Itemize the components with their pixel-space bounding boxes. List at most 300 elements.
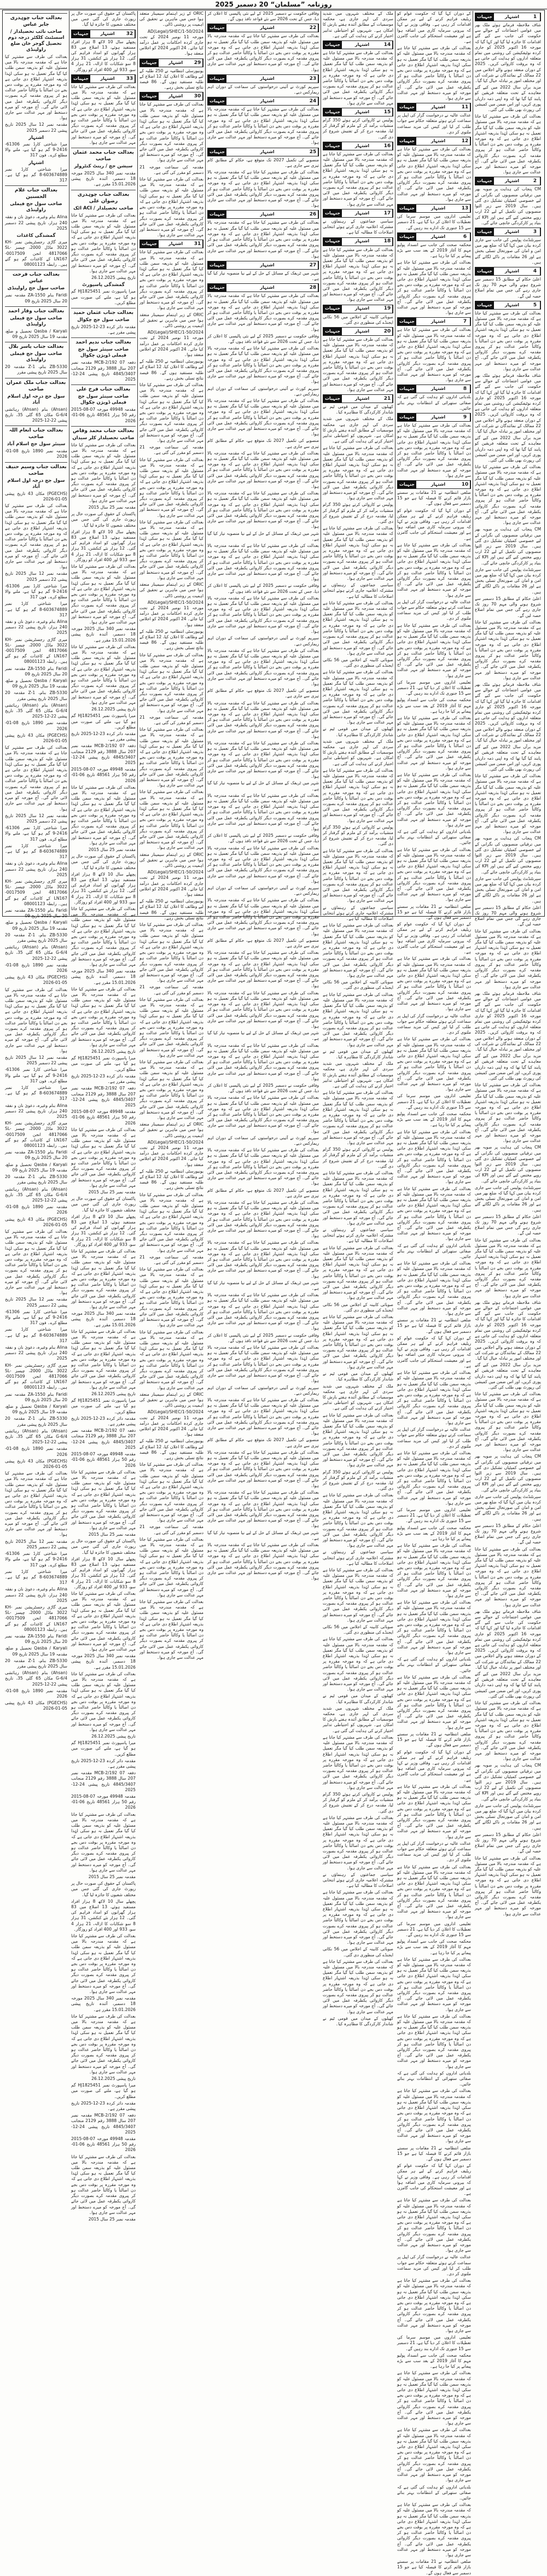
notice-number: 7 bbox=[460, 318, 470, 325]
notice-number: 25 bbox=[308, 148, 318, 156]
body-text: بعدالت کی طرف سے مشتہر کیا جاتا ہے کہ مقدمہ مندرجہ بالا میں مسئول علیہ کو بذریعہ سمن طلب کیا گیا مگر تعمیل نہ ہو سکی لہٰذا بذریعہ اشتہار اطلاع دی جاتی ہے کہ وہ مورخہ مقررہ پر بوقت دس بجے دن اصالتاً یا وکالتاً حاضر عدالت ہو کر پیروی مقدمہ کرے بصورت دیگر کاروائی یکطرفہ عمل میں لائی جائے گی۔ آج مورخہ کو میرے دستخط اور مہر عدالت سے جاری ہوا۔ bbox=[475, 1237, 541, 1298]
article-paragraph: Faridi بنام ZA-1550 مقدمہ نمبر 20 سال 2025 تاریخ 09 bbox=[5, 1391, 67, 1402]
article-paragraph: پاکستان کے حقوق کی صورت حال پر رپورٹ جاری کی گئی جس میں مختلف شعبوں کا جائزہ لیا گیا۔ bbox=[71, 511, 136, 528]
body-text: بعدالت کی طرف سے مشتہر کیا جاتا ہے کہ مقدمہ مندرجہ بالا میں مسئول علیہ کو بذریعہ سمن طلب کیا گیا مگر تعمیل نہ ہو سکی لہٰذا بذریعہ اشتہار اطلاع دی جاتی ہے کہ وہ مورخہ مقررہ پر بوقت دس بجے دن اصالتاً یا وکالتاً حاضر عدالت ہو کر پیروی مقدمہ کرے بصورت دیگر کاروائی یکطرفہ عمل میں لائی جائے گی۔ آج مورخہ کو میرے دستخط اور مہر عدالت سے جاری ہوا۔ bbox=[397, 956, 471, 1012]
court-notice-header bbox=[5, 426, 67, 447]
court-title: بعدالت جناب محمد وقاص bbox=[71, 426, 136, 434]
notice-number: 11 bbox=[460, 103, 470, 111]
article-paragraph: CM پنجاب کی ہدایت پر صوبہ بھر میں ترقیاتی منصوبوں کی نگرانی کے لیے خصوصی کمیٹیاں تشکیل دی گئی ہیں۔ سال 2019 سے زیر التوا منصوبوں کی تکمیل کے لیے 22 ارب روپے مختص کیے گئے ہیں اور KPI کی بنیاد پر کارکردگی جانچی جائے گی۔ bbox=[475, 1145, 542, 1184]
article-paragraph: مزید برآں سال 2022 میں کیے گئے معاہدے کے تحت متعلقہ فریقین کو پابند کیا گیا تھا کہ وہ اپنی ذمہ داریاں پوری کریں، اور اس ضمن میں کمیشن کی رپورٹ بھی طلب کی گئی۔ bbox=[475, 1053, 541, 1081]
court-subtitle: سینئر سول جج اسلام آباد bbox=[7, 441, 66, 447]
notice-header bbox=[207, 74, 319, 83]
body-text: بعدالت کی طرف سے مشتہر کیا جاتا ہے کہ مقدمہ مندرجہ بالا میں مسئول علیہ کو بذریعہ سمن طلب کیا گیا مگر تعمیل نہ ہو سکی لہٰذا بذریعہ اشتہار اطلاع دی جاتی ہے کہ وہ مورخہ مقررہ پر بوقت دس بجے دن اصالتاً یا وکالتاً حاضر عدالت ہو کر پیروی مقدمہ کرے بصورت دیگر کاروائی یکطرفہ عمل میں لائی جائے گی۔ آج مورخہ کو میرے دستخط اور مہر عدالت سے جاری ہوا۔ bbox=[475, 928, 541, 989]
notice-header bbox=[323, 142, 393, 150]
article-paragraph: ضلعی انتظامیہ نے 21 مقامات پر سستے بازار قائم کرنے کا فیصلہ کیا ہے جو 15 دسمبر سے فعال ہوں گے۔ bbox=[397, 2559, 471, 2575]
body-text: بعدالت کی طرف سے مشتہر کیا جاتا ہے کہ مقدمہ مندرجہ بالا میں مسئول علیہ کو بذریعہ سمن طلب کیا گیا مگر تعمیل نہ ہو سکی لہٰذا بذریعہ اشتہار اطلاع دی جاتی ہے کہ وہ مورخہ مقررہ پر بوقت دس بجے دن اصالتاً یا وکالتاً حاضر عدالت ہو کر پیروی مقدمہ کرے بصورت دیگر کاروائی یکطرفہ عمل میں لائی جائے گی۔ آج مورخہ کو میرے دستخط اور مہر عدالت سے جاری ہوا۔ bbox=[5, 503, 67, 570]
court-subtitle: سول جج درجہ اول اسلام آباد bbox=[7, 393, 65, 405]
article-paragraph: کھیلوں کے میدان میں قومی ٹیم نے شاندار کارکردگی کا مظاہرہ کیا۔ bbox=[323, 1371, 393, 1382]
article-paragraph: میری گاڑی رجسٹریشن نمبر KH-3022 ماڈل 2000، چیسز SL-4817066 انجن 0017509-LN167 کے کاغذات گم ہو گئے ہیں۔ رابطہ 08001123 bbox=[5, 637, 68, 665]
article-paragraph: صوبائی کابینہ کے اجلاس میں 56 نکاتی ایجنڈے کی منظوری دی گئی۔ bbox=[323, 1946, 393, 1957]
article-paragraph: عدالت عالیہ نے درخواست گزار کی اپیل پر سماعت کرتے ہوئے متعلقہ حکام سے جواب طلب کر لیا اور کیس کی مزید سماعت ملتوی کر دی۔ bbox=[397, 113, 471, 135]
body-text: بعدالت کی طرف سے مشتہر کیا جاتا ہے کہ مقدمہ مندرجہ بالا میں مسئول علیہ کو بذریعہ سمن طلب کیا گیا مگر تعمیل نہ ہو سکی لہٰذا بذریعہ اشتہار اطلاع دی جاتی ہے کہ وہ مورخہ مقررہ پر بوقت دس بجے دن اصالتاً یا وکالتاً حاضر عدالت ہو کر پیروی مقدمہ کرے بصورت دیگر کاروائی یکطرفہ عمل میں لائی جائے گی۔ آج مورخہ کو میرے دستخط اور مہر عدالت سے جاری ہوا۔ bbox=[475, 773, 541, 835]
article-paragraph: پولیس نے کاروائی کرتے ہوئے 350 گرام منشیات برآمد کر کے ملزم کو گرفتار کر لیا، مقدمہ درج کر کے تفتیش شروع کر دی گئی۔ bbox=[323, 118, 394, 139]
notice-number: 12 bbox=[460, 137, 470, 145]
article-paragraph: پچھلے سال 10 لاکھ 8 ہزار افراد مستفید ہوئے، 13 اضلاع میں 83 ہزار گھرانوں کو امداد فراہم کی گئی۔ 12 ہزار نئے کنکشن، 31 ہزار 8 سو شکایات کا ازالہ، 21 ہزار 4 سو، 933 اور 400 افراد کو روزگار۔ bbox=[71, 1898, 136, 1932]
article-paragraph: سپریم کورٹ نے آئینی درخواستوں کی سماعت کے دوران اہم ریمارکس دیے۔ bbox=[207, 636, 319, 646]
article-paragraph: میرا شناختی کارڈ نمبر 603674889-8 گم ہو گیا ہے۔ 317 bbox=[5, 1569, 67, 1586]
body-text: بعدالت کی طرف سے مشتہر کیا جاتا ہے کہ مقدمہ مندرجہ بالا میں مسئول علیہ کو بذریعہ سمن طلب کیا گیا مگر تعمیل نہ ہو سکی لہٰذا بذریعہ اشتہار اطلاع دی جاتی ہے کہ وہ مورخہ مقررہ پر بوقت دس بجے دن اصالتاً یا وکالتاً حاضر عدالت ہو کر پیروی مقدمہ کرے بصورت دیگر کاروائی یکطرفہ عمل میں لائی جائے گی۔ آج مورخہ کو میرے دستخط اور مہر عدالت سے جاری ہوا۔ bbox=[71, 2013, 136, 2074]
article-paragraph: (PGECHS) مکان 43 تاریخ پیشی 05-01-2026 bbox=[5, 1700, 67, 1711]
body-text: بعدالت کی طرف سے مشتہر کیا جاتا ہے کہ مقدمہ مندرجہ بالا میں مسئول علیہ کو بذریعہ سمن طلب کیا گیا مگر تعمیل نہ ہو سکی لہٰذا بذریعہ اشتہار اطلاع دی جاتی ہے کہ وہ مورخہ مقررہ پر بوقت دس بجے دن اصالتاً یا وکالتاً حاضر عدالت ہو کر پیروی مقدمہ کرے بصورت دیگر کاروائی یکطرفہ عمل میں لائی جائے گی۔ آج مورخہ کو میرے دستخط اور مہر عدالت سے جاری ہوا۔ bbox=[139, 519, 203, 580]
notice-label: اشتہار bbox=[494, 228, 530, 236]
notice-tag: جنہیات bbox=[398, 233, 416, 241]
article-paragraph: عدالت عالیہ نے درخواست گزار کی اپیل پر سماعت کرتے ہوئے متعلقہ حکام سے جواب طلب کر لیا اور کیس کی مزید سماعت ملتوی کر دی۔ bbox=[397, 1840, 471, 1863]
notice-number: 21 bbox=[382, 395, 393, 403]
court-title: بعدالت جناب چوہدری رضوان علی bbox=[71, 190, 136, 205]
court-notice-header bbox=[71, 426, 136, 441]
article-paragraph: AD(Legal)/SHEC/1-50/2024 مورخہ 11 نومبر 2024 کے تحت جاری کردہ احکامات پر عمل درآمد کیا جائے۔ 24 اکتوبر 2024 کو اجلاس منعقد ہوا۔ bbox=[139, 599, 203, 627]
body-text: بعدالت کی طرف سے مشتہر کیا جاتا ہے کہ مقدمہ مندرجہ بالا میں مسئول علیہ کو بذریعہ سمن طلب کیا گیا مگر تعمیل نہ ہو سکی لہٰذا بذریعہ اشتہار اطلاع دی جاتی ہے کہ وہ مورخہ مقررہ پر بوقت دس بجے دن اصالتاً یا وکالتاً حاضر عدالت ہو کر پیروی مقدمہ کرے بصورت دیگر کاروائی یکطرفہ عمل میں لائی جائے گی۔ آج مورخہ کو میرے دستخط اور مہر عدالت سے جاری ہوا۔ bbox=[323, 1090, 393, 1145]
article-paragraph: مقدمہ 49948 مورخہ 07-08-2015 رقم 50 ہزار 48561 تاریخ 06-01-2026 bbox=[71, 1794, 136, 1810]
notice-header bbox=[397, 413, 471, 422]
notice-header bbox=[397, 317, 471, 326]
notice-tag: جنہیات bbox=[475, 177, 494, 185]
notice-heading: اشتہار bbox=[28, 160, 44, 166]
court-title: بعدالت جناب عثمان حمید bbox=[71, 308, 136, 316]
article-paragraph: مزید برآں سال 2022 میں کیے گئے معاہدے کے تحت متعلقہ فریقین کو پابند کیا گیا تھا کہ وہ اپنی ذمہ داریاں پوری کریں، اور اس ضمن میں کمیشن کی رپورٹ بھی طلب کی گئی۔ bbox=[475, 744, 541, 772]
article-paragraph: پچھلے سال 10 لاکھ 8 ہزار افراد مستفید ہوئے، 13 اضلاع میں 83 ہزار گھرانوں کو امداد فراہم کی گئی۔ 12 ہزار نئے کنکشن، 31 ہزار 8 سو شکایات کا ازالہ، 21 ہزار 4 سو، 933 اور 400 افراد کو روزگار۔ bbox=[71, 39, 136, 72]
body-text: بعدالت کی طرف سے مشتہر کیا جاتا ہے کہ مقدمہ مندرجہ بالا میں مسئول علیہ کو بذریعہ سمن طلب کیا گیا مگر تعمیل نہ ہو سکی لہٰذا بذریعہ اشتہار اطلاع دی جاتی ہے کہ وہ مورخہ مقررہ پر بوقت دس بجے دن اصالتاً یا وکالتاً حاضر عدالت ہو کر پیروی مقدمہ کرے بصورت دیگر کاروائی یکطرفہ عمل میں لائی جائے گی۔ آج مورخہ کو میرے دستخط اور مہر عدالت سے جاری ہوا۔ bbox=[207, 648, 319, 686]
court-notice-header bbox=[71, 337, 136, 359]
article-paragraph: (Ahsan) بنام (Ahsan) رہائشی G-6/4 مکان 65 گلی 35، تاریخ پیشی 22-12-2025 bbox=[5, 1428, 67, 1445]
article-paragraph: بلدیاتی اداروں کو ہدایت کی گئی ہے کہ صفائی ستھرائی کے انتظامات بہتر بنائے جائیں۔ bbox=[397, 2070, 471, 2087]
article-paragraph: شاف ملاحظہ فرماتے ہوئے ملک بھر میں عوامی اجتماعات کے حوالے سے حکومت کی جانب سے کیے گئے اقدامات کا جائزہ لیا گیا اور کہا گیا کہ مورخہ 16 اکتوبر 2025 کو جاری کردہ نوٹیفکیشن کی روشنی میں تمام متعلقہ اداروں کو ہدایت کی جاتی ہے کہ وہ بروقت کاروائی کریں۔ 2025 کے دوران منعقد ہونے والے اجلاس میں 22 ممالک کے نمائندگان نے شرکت کی اور مختلف امور پر تبادلہ خیال کیا گیا۔ bbox=[475, 22, 541, 84]
body-text: بعدالت کی طرف سے مشتہر کیا جاتا ہے کہ مقدمہ مندرجہ بالا میں مسئول علیہ کو بذریعہ سمن طلب کیا گیا مگر تعمیل نہ ہو سکی لہٰذا بذریعہ اشتہار اطلاع دی جاتی ہے کہ وہ مورخہ مقررہ پر بوقت دس بجے دن اصالتاً یا وکالتاً حاضر عدالت ہو کر پیروی مقدمہ کرے بصورت دیگر کاروائی یکطرفہ عمل میں لائی جائے گی۔ آج مورخہ کو میرے دستخط اور مہر عدالت سے جاری ہوا۔ bbox=[397, 1864, 471, 1920]
notice-number: 17 bbox=[382, 209, 393, 217]
article-paragraph: دفعہ 07 MCB-2/192 مقدمہ نمبر 207 سال 3888 رقم 2129 منجانب 4845/3407 تاریخ پیشی 24-12-2025 bbox=[71, 360, 136, 382]
notice-number: 28 bbox=[308, 284, 318, 292]
court-title: بعدالت جناب فرخ علی bbox=[71, 384, 136, 393]
notice-label: اشتہار bbox=[416, 233, 460, 241]
article-paragraph: سپریم کورٹ نے آئینی درخواستوں کی سماعت کے دوران اہم ریمارکس دیے۔ bbox=[207, 885, 319, 896]
article-paragraph: صوبائی کابینہ کے اجلاس میں 56 نکاتی ایجنڈے کی منظوری دی گئی۔ bbox=[323, 980, 393, 990]
column-2 bbox=[395, 11, 473, 2575]
article-paragraph: پاکستان کے حقوق کی صورت حال پر رپورٹ جاری کی گئی جس میں مختلف شعبوں کا جائزہ لیا گیا۔ bbox=[71, 1196, 136, 1213]
article-paragraph: دفعہ 07 MCB-2/192 مقدمہ نمبر 207 سال 3888 رقم 2129 منجانب 4845/3407 تاریخ پیشی 24-12-2025 bbox=[71, 1086, 136, 1108]
body-text: بعدالت کی طرف سے مشتہر کیا جاتا ہے کہ مقدمہ مندرجہ بالا میں مسئول علیہ کو بذریعہ سمن طلب کیا گیا مگر تعمیل نہ ہو سکی لہٰذا بذریعہ اشتہار اطلاع دی جاتی ہے کہ وہ مورخہ مقررہ پر بوقت دس بجے دن اصالتاً یا وکالتاً حاضر عدالت ہو کر پیروی مقدمہ کرے بصورت دیگر کاروائی یکطرفہ عمل میں لائی جائے گی۔ آج مورخہ کو میرے دستخط اور مہر عدالت سے جاری ہوا۔ bbox=[397, 2278, 471, 2334]
body-text: بعدالت کی طرف سے مشتہر کیا جاتا ہے کہ مقدمہ مندرجہ بالا میں مسئول علیہ کو بذریعہ سمن طلب کیا گیا مگر تعمیل نہ ہو سکی لہٰذا بذریعہ اشتہار اطلاع دی جاتی ہے کہ وہ مورخہ مقررہ پر بوقت دس بجے دن اصالتاً یا وکالتاً حاضر عدالت ہو کر پیروی مقدمہ کرے بصورت دیگر کاروائی یکطرفہ عمل میں لائی جائے گی۔ آج مورخہ کو میرے دستخط اور مہر عدالت سے جاری ہوا۔ bbox=[5, 745, 67, 812]
article-paragraph: بلدیاتی اداروں کو ہدایت کی گئی ہے کہ صفائی ستھرائی کے انتظامات بہتر بنائے جائیں۔ bbox=[397, 829, 471, 846]
body-text: بعدالت کی طرف سے مشتہر کیا جاتا ہے کہ مقدمہ مندرجہ بالا میں مسئول علیہ کو بذریعہ سمن طلب کیا گیا مگر تعمیل نہ ہو سکی لہٰذا بذریعہ اشتہار اطلاع دی جاتی ہے کہ وہ مورخہ مقررہ پر بوقت دس بجے دن اصالتاً یا وکالتاً حاضر عدالت ہو کر پیروی مقدمہ کرے بصورت دیگر کاروائی یکطرفہ عمل میں لائی جائے گی۔ آج مورخہ کو میرے دستخط اور مہر عدالت سے جاری ہوا۔ bbox=[207, 897, 319, 936]
body-text: بعدالت کی طرف سے مشتہر کیا جاتا ہے کہ مقدمہ مندرجہ بالا میں مسئول علیہ کو بذریعہ سمن طلب کیا گیا مگر تعمیل نہ ہو سکی لہٰذا بذریعہ اشتہار اطلاع دی جاتی ہے کہ وہ مورخہ مقررہ پر بوقت دس بجے دن اصالتاً یا وکالتاً حاضر عدالت ہو کر پیروی مقدمہ کرے بصورت دیگر کاروائی یکطرفہ عمل میں لائی جائے گی۔ آج مورخہ کو میرے دستخط اور مہر عدالت سے جاری ہوا۔ bbox=[323, 1245, 393, 1301]
article-paragraph: ملک کے مختلف شہروں میں شدید سردی کی لہر جاری ہے، محکمہ موسمیات کے مطابق آئندہ ہفتے بارش کا امکان ہے۔ شہریوں کو احتیاطی تدابیر اختیار کرنے کی ہدایت کی گئی ہے۔ bbox=[323, 1705, 393, 1733]
body-text: بعدالت کی طرف سے مشتہر کیا جاتا ہے کہ مقدمہ مندرجہ بالا میں مسئول علیہ کو بذریعہ سمن طلب کیا گیا مگر تعمیل نہ ہو سکی لہٰذا بذریعہ اشتہار اطلاع دی جاتی ہے کہ وہ مورخہ مقررہ پر بوقت دس بجے دن اصالتاً یا وکالتاً حاضر عدالت ہو کر پیروی مقدمہ کرے بصورت دیگر کاروائی یکطرفہ عمل میں لائی جائے گی۔ آج مورخہ کو میرے دستخط اور مہر عدالت سے جاری ہوا۔ bbox=[397, 1129, 471, 1185]
article-paragraph: ZB-5330 بنام، Z-1 مقدمہ 20 سال 2025 تاریخ پیشی مقرر bbox=[5, 690, 67, 701]
article-paragraph: میرا پاسپورٹ نمبر HJ1825451 گم ہو گیا ہے، ملنے کی صورت میں مطلع کریں۔ bbox=[71, 289, 136, 305]
article-paragraph: شہر میں ٹریفک کے مسائل کے حل کے لیے نیا منصوبہ تیار کیا گیا ہے۔ bbox=[207, 531, 319, 541]
article-paragraph: Qasba / Karyali تحصیل و ضلع، مقدمہ 19 سال 2025 تاریخ 09 bbox=[5, 1404, 67, 1415]
body-text: بعدالت کی طرف سے مشتہر کیا جاتا ہے کہ مقدمہ مندرجہ بالا میں مسئول علیہ کو بذریعہ سمن طلب کیا گیا مگر تعمیل نہ ہو سکی لہٰذا بذریعہ اشتہار اطلاع دی جاتی ہے کہ وہ مورخہ مقررہ پر بوقت دس بجے دن اصالتاً یا وکالتاً حاضر عدالت ہو کر پیروی مقدمہ کرے بصورت دیگر کاروائی یکطرفہ عمل میں لائی جائے گی۔ آج مورخہ کو میرے دستخط اور مہر عدالت سے جاری ہوا۔ bbox=[207, 792, 319, 831]
court-notice-header bbox=[71, 148, 136, 170]
notice-header bbox=[475, 267, 541, 276]
body-text: بعدالت کی طرف سے مشتہر کیا جاتا ہے کہ مقدمہ مندرجہ بالا میں مسئول علیہ کو بذریعہ سمن طلب کیا گیا مگر تعمیل نہ ہو سکی لہٰذا بذریعہ اشتہار اطلاع دی جاتی ہے کہ وہ مورخہ مقررہ پر بوقت دس بجے دن اصالتاً یا وکالتاً حاضر عدالت ہو کر پیروی مقدمہ کرے بصورت دیگر کاروائی یکطرفہ عمل میں لائی جائے گی۔ آج مورخہ کو میرے دستخط اور مہر عدالت سے جاری ہوا۔ bbox=[397, 1186, 471, 1242]
body-text: بعدالت کی طرف سے مشتہر کیا جاتا ہے کہ مقدمہ مندرجہ بالا میں مسئول علیہ کو بذریعہ سمن طلب کیا گیا مگر تعمیل نہ ہو سکی لہٰذا بذریعہ اشتہار اطلاع دی جاتی ہے کہ وہ مورخہ مقررہ پر بوقت دس بجے دن اصالتاً یا وکالتاً حاضر عدالت ہو کر پیروی مقدمہ کرے بصورت دیگر کاروائی یکطرفہ عمل میں لائی جائے گی۔ آج مورخہ کو میرے دستخط اور مہر عدالت سے جاری ہوا۔ bbox=[397, 2427, 471, 2483]
article-paragraph: مقدمہ کی سماعت مورخہ 21 دسمبر کو مقرر کی گئی ہے۔ bbox=[139, 1524, 203, 1535]
notice-number: 19 bbox=[382, 305, 393, 313]
body-text: بعدالت کی طرف سے مشتہر کیا جاتا ہے کہ مقدمہ مندرجہ بالا میں مسئول علیہ کو بذریعہ سمن طلب کیا گیا مگر تعمیل نہ ہو سکی لہٰذا بذریعہ اشتہار اطلاع دی جاتی ہے کہ وہ مورخہ مقررہ پر بوقت دس بجے دن اصالتاً یا وکالتاً حاضر عدالت ہو کر پیروی مقدمہ کرے بصورت دیگر کاروائی یکطرفہ عمل میں لائی جائے گی۔ آج مورخہ کو میرے دستخط اور مہر عدالت سے جاری ہوا۔ bbox=[323, 923, 393, 978]
article-paragraph: محکمہ صحت کی جانب سے انسداد پولیو مہم کا آغاز 2019 کے بعد سب سے بڑے پیمانے پر کیا جا رہا ہے۔ bbox=[397, 1939, 472, 1955]
court-subtitle: صاحب تحصیلدار / ACI اٹک bbox=[73, 205, 133, 211]
article-paragraph: اعلیٰ حکام کے مطابق 15 دسمبر سے شروع ہونے والی مہم 70 روز تک جاری رہے گی جس میں تمام اضلاع حصہ لیں گے۔ bbox=[475, 1523, 541, 1545]
notice-header bbox=[397, 232, 471, 241]
article-paragraph: میرا شناختی کارڈ نمبر 61306-2416-9 گم ہو گیا ہے، ملنے والا مطلع کرے۔ فون 317 bbox=[5, 1309, 67, 1326]
article-paragraph: CM پنجاب کی ہدایت پر صوبہ بھر میں ترقیاتی منصوبوں کی نگرانی کے لیے خصوصی کمیٹیاں تشکیل دی گئی ہیں۔ سال 2019 سے زیر التوا منصوبوں کی تکمیل کے لیے 22 ارب روپے مختص کیے گئے ہیں اور KPI کی بنیاد پر کارکردگی جانچی جائے گی۔ bbox=[475, 836, 542, 875]
body-text: بعدالت کی طرف سے مشتہر کیا جاتا ہے کہ مقدمہ مندرجہ بالا میں مسئول علیہ کو بذریعہ سمن طلب کیا گیا مگر تعمیل نہ ہو سکی لہٰذا بذریعہ اشتہار اطلاع دی جاتی ہے کہ وہ مورخہ مقررہ پر بوقت دس بجے دن اصالتاً یا وکالتاً حاضر عدالت ہو کر پیروی مقدمہ کرے بصورت دیگر کاروائی یکطرفہ عمل میں لائی جائے گی۔ آج مورخہ کو میرے دستخط اور مہر عدالت سے جاری ہوا۔ bbox=[323, 151, 393, 207]
article-paragraph: Qasba / Karyali تحصیل و ضلع، مقدمہ 19 سال 2025 تاریخ 09 bbox=[5, 1646, 67, 1657]
article-paragraph: سیاسی جماعتوں کے رہنماؤں نے مشترکہ اعلامیہ جاری کرتے ہوئے انتخابی اصلاحات کا مطالبہ کیا ہے۔ bbox=[323, 905, 393, 922]
notice-label: اشتہار bbox=[226, 211, 308, 218]
notice-number: 27 bbox=[308, 261, 318, 269]
body-text: بعدالت کی طرف سے مشتہر کیا جاتا ہے کہ مقدمہ مندرجہ بالا میں مسئول علیہ کو بذریعہ سمن طلب کیا گیا مگر تعمیل نہ ہو سکی لہٰذا بذریعہ اشتہار اطلاع دی جاتی ہے کہ وہ مورخہ مقررہ پر بوقت دس بجے دن اصالتاً یا وکالتاً حاضر عدالت ہو کر پیروی مقدمہ کرے بصورت دیگر کاروائی یکطرفہ عمل میں لائی جائے گی۔ آج مورخہ کو میرے دستخط اور مہر عدالت سے جاری ہوا۔ bbox=[207, 1042, 319, 1081]
notice-tag: جنہیات bbox=[208, 75, 226, 83]
article-paragraph: مقدمہ نمبر 1890 تاریخ 08-01-2026 bbox=[5, 1204, 67, 1215]
article-paragraph: (PGECHS) مکان 43 تاریخ پیشی 05-01-2026 bbox=[5, 491, 67, 502]
notice-tag: جنہیات bbox=[398, 318, 416, 325]
article-paragraph: پاکستان کے حقوق کی صورت حال پر رپورٹ جاری کی گئی جس میں مختلف شعبوں کا جائزہ لیا گیا۔ bbox=[71, 1881, 136, 1897]
article-paragraph: میری گاڑی رجسٹریشن نمبر KH-3022 ماڈل 2000، چیسز SL-4817066 انجن 0017509-LN167 کے کاغذات گم ہو گئے ہیں۔ رابطہ 08001123 bbox=[5, 240, 68, 267]
article-paragraph: سپرنٹنڈنٹ پولیس کی جانب سے جاری کردہ بیان میں کہا گیا کہ ضلع بھر میں امن و امان کی صورتحال تسلی بخش ہے اور 26 مقامات پر ناکے لگائے گئے ہیں۔ bbox=[475, 1185, 542, 1213]
notice-number: 10 bbox=[460, 481, 470, 488]
body-text: بعدالت کی طرف سے مشتہر کیا جاتا ہے کہ مقدمہ مندرجہ بالا میں مسئول علیہ کو بذریعہ سمن طلب کیا گیا مگر تعمیل نہ ہو سکی لہٰذا بذریعہ اشتہار اطلاع دی جاتی ہے کہ وہ مورخہ مقررہ پر بوقت دس بجے دن اصالتاً یا وکالتاً حاضر عدالت ہو کر پیروی مقدمہ کرے بصورت دیگر کاروائی یکطرفہ عمل میں لائی جائے گی۔ آج مورخہ کو میرے دستخط اور مہر عدالت سے جاری ہوا۔ bbox=[71, 212, 136, 273]
article-paragraph: میرا پاسپورٹ نمبر HJ1825451 گم ہو گیا ہے، ملنے کی صورت میں مطلع کریں۔ bbox=[71, 2083, 136, 2099]
article-paragraph: میرا شناختی کارڈ نمبر 61306-2416-9 گم ہو گیا ہے، ملنے والا مطلع کرے۔ فون 317 bbox=[5, 1067, 67, 1083]
article-paragraph: میرا شناختی کارڈ نمبر 61306-2416-9 گم ہو گیا ہے، ملنے والا مطلع کرے۔ فون 317 bbox=[5, 825, 67, 842]
article-paragraph: سپریم کورٹ نے آئینی درخواستوں کی سماعت کے دوران اہم ریمارکس دیے۔ bbox=[207, 84, 319, 95]
article-paragraph: (Ahsan) بنام (Ahsan) رہائشی G-6/4 مکان 65 گلی 35، تاریخ پیشی 22-12-2025 bbox=[5, 1670, 67, 1687]
body-text: بعدالت کی طرف سے مشتہر کیا جاتا ہے کہ مقدمہ مندرجہ بالا میں مسئول علیہ کو بذریعہ سمن طلب کیا گیا مگر تعمیل نہ ہو سکی لہٰذا بذریعہ اشتہار اطلاع دی جاتی ہے کہ وہ مورخہ مقررہ پر بوقت دس بجے دن اصالتاً یا وکالتاً حاضر عدالت ہو کر پیروی مقدمہ کرے بصورت دیگر کاروائی یکطرفہ عمل میں لائی جائے گی۔ آج مورخہ کو میرے دستخط اور مہر عدالت سے جاری ہوا۔ bbox=[207, 595, 319, 634]
body-text: بعدالت کی طرف سے مشتہر کیا جاتا ہے کہ مقدمہ مندرجہ بالا میں مسئول علیہ کو بذریعہ سمن طلب کیا گیا مگر تعمیل نہ ہو سکی لہٰذا بذریعہ اشتہار اطلاع دی جاتی ہے کہ وہ مورخہ مقررہ پر بوقت دس بجے دن اصالتاً یا وکالتاً حاضر عدالت ہو کر پیروی مقدمہ کرے بصورت دیگر کاروائی یکطرفہ عمل میں لائی جائے گی۔ آج مورخہ کو میرے دستخط اور مہر عدالت سے جاری ہوا۔ bbox=[323, 445, 393, 501]
notice-label: اشتہار bbox=[226, 24, 308, 32]
article-paragraph: Faridi بنام ZA-1550 مقدمہ نمبر 20 سال 2025 تاریخ 09 bbox=[5, 907, 67, 919]
notice-header bbox=[397, 384, 471, 393]
article-paragraph: CM پنجاب کی ہدایت پر صوبہ بھر میں ترقیاتی منصوبوں کی نگرانی کے لیے خصوصی کمیٹیاں تشکیل دی گئی ہیں۔ سال 2019 سے زیر التوا منصوبوں کی تکمیل کے لیے 22 ارب روپے مختص کیے گئے ہیں اور KPI کی بنیاد پر کارکردگی جانچی جائے گی۔ bbox=[475, 1763, 542, 1802]
article-paragraph: مقدمہ دائر کردہ 23-12-2025 تاریخ پیشی مقرر ہے۔ bbox=[71, 731, 136, 742]
article-paragraph: کے دوران کہا گیا کہ حکومت عوام کو ریلیف فراہم کرنے کے لیے ہر ممکن اقدامات کر رہی ہے۔ وفاقی وزیر نے کہا کہ بیرونی سرمایہ کاری میں اضافہ ہوا ہے اور معیشت استحکام کی جانب گامزن ہے۔ bbox=[397, 11, 471, 44]
article-paragraph: مقدمہ دائر کردہ 23-12-2025 تاریخ پیشی مقرر ہے۔ bbox=[71, 1073, 136, 1085]
article-paragraph: ORIC کے زیر اہتمام سیمینار منعقد ہوا جس میں ماہرین نے تحقیق کی اہمیت پر روشنی ڈالی۔ bbox=[139, 312, 203, 328]
article-paragraph: شاف ملاحظہ فرماتے ہوئے ملک بھر میں عوامی اجتماعات کے حوالے سے حکومت کی جانب سے کیے گئے اقدامات کا جائزہ لیا گیا اور کہا گیا کہ مورخہ 16 اکتوبر 2025 کو جاری کردہ نوٹیفکیشن کی روشنی میں تمام متعلقہ اداروں کو ہدایت کی جاتی ہے کہ وہ بروقت کاروائی کریں۔ 2025 کے دوران منعقد ہونے والے اجلاس میں 22 ممالک کے نمائندگان نے شرکت کی اور مختلف امور پر تبادلہ خیال کیا گیا۔ bbox=[475, 1299, 541, 1361]
article-paragraph: وفاقی حکومت نے دسمبر 2025 کے لیے نئی پالیسی کا اعلان کر دیا، جس کے تحت 2026 سے نئے قواعد نافذ ہوں گے۔ bbox=[207, 1082, 319, 1094]
notice-heading: گمشدگی پاسپورٹ bbox=[82, 282, 125, 288]
notice-tag: جنہیات bbox=[140, 92, 159, 100]
article-paragraph: میرا شناختی کارڈ نمبر 603674889-8 گم ہو گیا ہے۔ 317 bbox=[5, 1327, 67, 1343]
article-paragraph: Qasba / Karyali تحصیل و ضلع، مقدمہ 19 سال 2025 تاریخ 09 bbox=[5, 920, 67, 931]
article-paragraph: Faridi بنام ZA-1550 مقدمہ نمبر 20 سال 2025 تاریخ 09 bbox=[5, 1633, 67, 1645]
notice-label: اشتہار bbox=[342, 108, 382, 116]
body-text: بعدالت کی طرف سے مشتہر کیا جاتا ہے کہ مقدمہ مندرجہ بالا میں مسئول علیہ کو بذریعہ سمن طلب کیا گیا مگر تعمیل نہ ہو سکی لہٰذا بذریعہ اشتہار اطلاع دی جاتی ہے کہ وہ مورخہ مقررہ پر بوقت دس بجے دن اصالتاً یا وکالتاً حاضر عدالت ہو کر پیروی مقدمہ کرے بصورت دیگر کاروائی یکطرفہ عمل میں لائی جائے گی۔ آج مورخہ کو میرے دستخط اور مہر عدالت سے جاری ہوا۔ bbox=[397, 1600, 471, 1656]
body-text: بعدالت کی طرف سے مشتہر کیا جاتا ہے کہ مقدمہ مندرجہ بالا میں مسئول علیہ کو بذریعہ سمن طلب کیا گیا مگر تعمیل نہ ہو سکی لہٰذا بذریعہ اشتہار اطلاع دی جاتی ہے کہ وہ مورخہ مقررہ پر بوقت دس بجے دن اصالتاً یا وکالتاً حاضر عدالت ہو کر پیروی مقدمہ کرے بصورت دیگر کاروائی یکطرفہ عمل میں لائی جائے گی۔ آج مورخہ کو میرے دستخط اور مہر عدالت سے جاری ہوا۔ bbox=[5, 1228, 67, 1296]
article-paragraph: ملک کے مختلف شہروں میں شدید سردی کی لہر جاری ہے، محکمہ موسمیات کے مطابق آئندہ ہفتے بارش کا امکان ہے۔ شہریوں کو احتیاطی تدابیر اختیار کرنے کی ہدایت کی گئی ہے۔ bbox=[323, 1383, 393, 1411]
article-paragraph: ZB-5330 بنام، Z-1 مقدمہ 20 سال 2025 تاریخ پیشی مقرر bbox=[5, 932, 67, 943]
notice-header bbox=[475, 13, 541, 21]
body-text: بعدالت کی طرف سے مشتہر کیا جاتا ہے کہ مقدمہ مندرجہ بالا میں مسئول علیہ کو بذریعہ سمن طلب کیا گیا مگر تعمیل نہ ہو سکی لہٰذا بذریعہ اشتہار اطلاع دی جاتی ہے کہ وہ مورخہ مقررہ پر بوقت دس بجے دن اصالتاً یا وکالتاً حاضر عدالت ہو کر پیروی مقدمہ کرے بصورت دیگر کاروائی یکطرفہ عمل میں لائی جائے گی۔ آج مورخہ کو میرے دستخط اور مہر عدالت سے جاری ہوا۔ bbox=[139, 652, 203, 713]
body-text: بعدالت کی طرف سے مشتہر کیا جاتا ہے کہ مقدمہ مندرجہ بالا میں مسئول علیہ کو بذریعہ سمن طلب کیا گیا مگر تعمیل نہ ہو سکی لہٰذا بذریعہ اشتہار اطلاع دی جاتی ہے کہ وہ مورخہ مقررہ پر بوقت دس بجے دن اصالتاً یا وکالتاً حاضر عدالت ہو کر پیروی مقدمہ کرے بصورت دیگر کاروائی یکطرفہ عمل میں لائی جائے گی۔ آج مورخہ کو میرے دستخط اور مہر عدالت سے جاری ہوا۔ bbox=[323, 1959, 393, 2014]
court-subtitle: صاحب سینئر سول جج فیملی ڈویژن چکوال bbox=[78, 347, 129, 359]
article-paragraph: تعلیمی اداروں میں موسم سرما کی تعطیلات کا اعلان کر دیا گیا ہے، 21 دسمبر سے 15 جنوری تک ادارے بند رہیں گے۔ bbox=[397, 1507, 471, 1524]
article-paragraph: ملک کے مختلف شہروں میں شدید سردی کی لہر جاری ہے، محکمہ موسمیات کے مطابق آئندہ ہفتے بارش کا امکان ہے۔ شہریوں کو احتیاطی تدابیر اختیار کرنے کی ہدایت کی گئی ہے۔ bbox=[323, 416, 393, 444]
body-text: بعدالت کی طرف سے مشتہر کیا جاتا ہے کہ مقدمہ مندرجہ بالا میں مسئول علیہ کو بذریعہ سمن طلب کیا گیا مگر تعمیل نہ ہو سکی لہٰذا بذریعہ اشتہار اطلاع دی جاتی ہے کہ وہ مورخہ مقررہ پر بوقت دس بجے دن اصالتاً یا وکالتاً حاضر عدالت ہو کر پیروی مقدمہ کرے بصورت دیگر کاروائی یکطرفہ عمل میں لائی جائے گی۔ آج مورخہ کو میرے دستخط اور مہر عدالت سے جاری ہوا۔ bbox=[323, 767, 393, 823]
article-paragraph: Alina بنام وغیرہ، دعویٰ نان و نفقہ 240 ہزار، تاریخ پیشی 22 دسمبر 2025 bbox=[5, 1587, 67, 1603]
notice-number: 20 bbox=[382, 328, 393, 335]
body-text: بعدالت کی طرف سے مشتہر کیا جاتا ہے کہ مقدمہ مندرجہ بالا میں مسئول علیہ کو بذریعہ سمن طلب کیا گیا مگر تعمیل نہ ہو سکی لہٰذا بذریعہ اشتہار اطلاع دی جاتی ہے کہ وہ مورخہ مقررہ پر بوقت دس بجے دن اصالتاً یا وکالتاً حاضر عدالت ہو کر پیروی مقدمہ کرے بصورت دیگر کاروائی یکطرفہ عمل میں لائی جائے گی۔ آج مورخہ کو میرے دستخط اور مہر عدالت سے جاری ہوا۔ bbox=[397, 1674, 471, 1730]
article-paragraph: تعلیمی اداروں میں موسم سرما کی تعطیلات کا اعلان کر دیا گیا ہے، 21 دسمبر سے 15 جنوری تک ادارے بند رہیں گے۔ bbox=[397, 214, 471, 230]
court-notice-header bbox=[5, 270, 67, 292]
body-text: بعدالت کی طرف سے مشتہر کیا جاتا ہے کہ مقدمہ مندرجہ بالا میں مسئول علیہ کو بذریعہ سمن طلب کیا گیا مگر تعمیل نہ ہو سکی لہٰذا بذریعہ اشتہار اطلاع دی جاتی ہے کہ وہ مورخہ مقررہ پر بوقت دس بجے دن اصالتاً یا وکالتاً حاضر عدالت ہو کر پیروی مقدمہ کرے بصورت دیگر کاروائی یکطرفہ عمل میں لائی جائے گی۔ آج مورخہ کو میرے دستخط اور مہر عدالت سے جاری ہوا۔ bbox=[323, 992, 393, 1047]
article-paragraph: Alina بنام وغیرہ، دعویٰ نان و نفقہ 240 ہزار، تاریخ پیشی 22 دسمبر 2025 bbox=[5, 1103, 67, 1120]
article-paragraph: (PGECHS) مکان 43 تاریخ پیشی 05-01-2026 bbox=[5, 1216, 67, 1227]
article-paragraph: میرا پاسپورٹ نمبر HJ1825451 گم ہو گیا ہے، ملنے کی صورت میں مطلع کریں۔ bbox=[71, 1056, 136, 1072]
body-text: بعدالت کی طرف سے مشتہر کیا جاتا ہے کہ مقدمہ مندرجہ بالا میں مسئول علیہ کو بذریعہ سمن طلب کیا گیا مگر تعمیل نہ ہو سکی لہٰذا بذریعہ اشتہار اطلاع دی جاتی ہے کہ وہ مورخہ مقررہ پر بوقت دس بجے دن اصالتاً یا وکالتاً حاضر عدالت ہو کر پیروی مقدمہ کرے بصورت دیگر کاروائی یکطرفہ عمل میں لائی جائے گی۔ آج مورخہ کو میرے دستخط اور مہر عدالت سے جاری ہوا۔ bbox=[5, 987, 67, 1053]
article-paragraph: CM پنجاب کی ہدایت پر صوبہ بھر میں ترقیاتی منصوبوں کی نگرانی کے لیے خصوصی کمیٹیاں تشکیل دی گئی ہیں۔ سال 2019 سے زیر التوا منصوبوں کی تکمیل کے لیے 22 ارب روپے مختص کیے گئے ہیں اور KPI کی بنیاد پر کارکردگی جانچی جائے گی۔ bbox=[475, 187, 542, 225]
body-text: بعدالت کی طرف سے مشتہر کیا جاتا ہے کہ مقدمہ مندرجہ بالا میں مسئول علیہ کو بذریعہ سمن طلب کیا گیا مگر تعمیل نہ ہو سکی لہٰذا بذریعہ اشتہار اطلاع دی جاتی ہے کہ وہ مورخہ مقررہ پر بوقت دس بجے دن اصالتاً یا وکالتاً حاضر عدالت ہو کر پیروی مقدمہ کرے بصورت دیگر کاروائی یکطرفہ عمل میں لائی جائے گی۔ آج مورخہ کو میرے دستخط اور مہر عدالت سے جاری ہوا۔ bbox=[71, 2154, 136, 2215]
article-paragraph: میری گاڑی رجسٹریشن نمبر KH-3022 ماڈل 2000، چیسز SL-4817066 انجن 0017509-LN167 کے کاغذات گم ہو گئے ہیں۔ رابطہ 08001123 bbox=[5, 1121, 68, 1149]
notice-tag: جنہیات bbox=[398, 385, 416, 393]
article-paragraph: پولیس نے کاروائی کرتے ہوئے 350 گرام منشیات برآمد کر کے ملزم کو گرفتار کر لیا، مقدمہ درج کر کے تفتیش شروع کر دی گئی۔ bbox=[323, 1469, 394, 1491]
article-paragraph: تعلیمی اداروں میں موسم سرما کی تعطیلات کا اعلان کر دیا گیا ہے، 21 دسمبر سے 15 جنوری تک ادارے بند رہیں گے۔ bbox=[397, 679, 471, 696]
article-paragraph: منصوبے کی تکمیل 2027 تک متوقع ہے، حکام کے مطابق کام تیزی سے جاری ہے۔ bbox=[207, 1187, 319, 1198]
article-paragraph: تاریخ پیشی 26.12.2025 bbox=[91, 2076, 136, 2082]
article-paragraph: (Ahsan) بنام (Ahsan) رہائشی G-6/4 مکان 65 گلی 35، تاریخ پیشی 22-12-2025 bbox=[5, 1186, 67, 1203]
article-paragraph: پولیس نے کاروائی کرتے ہوئے 350 گرام منشیات برآمد کر کے ملزم کو گرفتار کر لیا، مقدمہ درج کر کے تفتیش شروع کر دی گئی۔ bbox=[323, 502, 394, 524]
body-text: بعدالت کی طرف سے مشتہر کیا جاتا ہے کہ مقدمہ مندرجہ بالا میں مسئول علیہ کو بذریعہ سمن طلب کیا گیا مگر تعمیل نہ ہو سکی لہٰذا بذریعہ اشتہار اطلاع دی جاتی ہے کہ وہ مورخہ مقررہ پر بوقت دس بجے دن اصالتاً یا وکالتاً حاضر عدالت ہو کر پیروی مقدمہ کرے بصورت دیگر کاروائی یکطرفہ عمل میں لائی جائے گی۔ آج مورخہ کو میرے دستخط اور مہر عدالت سے جاری ہوا۔ bbox=[397, 147, 471, 202]
article-paragraph: محکمہ صحت کی جانب سے انسداد پولیو مہم کا آغاز 2019 کے بعد سب سے بڑے پیمانے پر کیا جا رہا ہے۔ bbox=[397, 1111, 472, 1128]
article-paragraph: مقدمہ کی سماعت مورخہ 21 دسمبر کو مقرر کی گئی ہے۔ bbox=[139, 714, 203, 725]
body-text: بعدالت کی طرف سے مشتہر کیا جاتا ہے کہ مقدمہ مندرجہ بالا میں مسئول علیہ کو بذریعہ سمن طلب کیا گیا مگر تعمیل نہ ہو سکی لہٰذا بذریعہ اشتہار اطلاع دی جاتی ہے کہ وہ مورخہ مقررہ پر بوقت دس بجے دن اصالتاً یا وکالتاً حاضر عدالت ہو کر پیروی مقدمہ کرے بصورت دیگر کاروائی یکطرفہ عمل میں لائی جائے گی۔ آج مورخہ کو میرے دستخط اور مہر عدالت سے جاری ہوا۔ bbox=[207, 107, 319, 145]
article-paragraph: وفاقی حکومت نے دسمبر 2025 کے لیے نئی پالیسی کا اعلان کر دیا، جس کے تحت 2026 سے نئے قواعد نافذ ہوں گے۔ bbox=[207, 833, 319, 844]
body-text: بعدالت کی طرف سے مشتہر کیا جاتا ہے کہ مقدمہ مندرجہ بالا میں مسئول علیہ کو بذریعہ سمن طلب کیا گیا مگر تعمیل نہ ہو سکی لہٰذا بذریعہ اشتہار اطلاع دی جاتی ہے کہ وہ مورخہ مقررہ پر بوقت دس بجے دن اصالتاً یا وکالتاً حاضر عدالت ہو کر پیروی مقدمہ کرے بصورت دیگر کاروائی یکطرفہ عمل میں لائی جائے گی۔ آج مورخہ کو میرے دستخط اور مہر عدالت سے جاری ہوا۔ bbox=[475, 1855, 541, 1916]
body-text: بعدالت کی طرف سے مشتہر کیا جاتا ہے کہ مقدمہ مندرجہ بالا میں مسئول علیہ کو بذریعہ سمن طلب کیا گیا مگر تعمیل نہ ہو سکی لہٰذا بذریعہ اشتہار اطلاع دی جاتی ہے کہ وہ مورخہ مقررہ پر بوقت دس بجے دن اصالتاً یا وکالتاً حاضر عدالت ہو کر پیروی مقدمہ کرے بصورت دیگر کاروائی یکطرفہ عمل میں لائی جائے گی۔ آج مورخہ کو میرے دستخط اور مہر عدالت سے جاری ہوا۔ bbox=[207, 1147, 319, 1186]
article-paragraph: سیاسی جماعتوں کے رہنماؤں نے مشترکہ اعلامیہ جاری کرتے ہوئے انتخابی اصلاحات کا مطالبہ کیا ہے۔ bbox=[323, 1872, 393, 1889]
article-paragraph: سپریم کورٹ نے آئینی درخواستوں کی سماعت کے دوران اہم ریمارکس دیے۔ bbox=[207, 1385, 319, 1396]
court-title: بعدالت جناب ندیم احمد bbox=[71, 337, 136, 346]
article-paragraph: شہر میں ٹریفک کے مسائل کے حل کے لیے نیا منصوبہ تیار کیا گیا ہے۔ bbox=[207, 1280, 319, 1291]
notice-header bbox=[475, 228, 541, 236]
body-text: بعدالت کی طرف سے مشتہر کیا جاتا ہے کہ مقدمہ مندرجہ بالا میں مسئول علیہ کو بذریعہ سمن طلب کیا گیا مگر تعمیل نہ ہو سکی لہٰذا بذریعہ اشتہار اطلاع دی جاتی ہے کہ وہ مورخہ مقررہ پر بوقت دس بجے دن اصالتاً یا وکالتاً حاضر عدالت ہو کر پیروی مقدمہ کرے بصورت دیگر کاروائی یکطرفہ عمل میں لائی جائے گی۔ آج مورخہ کو میرے دستخط اور مہر عدالت سے جاری ہوا۔ bbox=[71, 784, 136, 846]
article-paragraph: شاف ملاحظہ فرماتے ہوئے ملک بھر میں عوامی اجتماعات کے حوالے سے حکومت کی جانب سے کیے گئے اقدامات کا جائزہ لیا گیا اور کہا گیا کہ مورخہ 16 اکتوبر 2025 کو جاری کردہ نوٹیفکیشن کی روشنی میں تمام متعلقہ اداروں کو ہدایت کی جاتی ہے کہ وہ بروقت کاروائی کریں۔ 2025 کے دوران منعقد ہونے والے اجلاس میں 22 ممالک کے نمائندگان نے شرکت کی اور مختلف امور پر تبادلہ خیال کیا گیا۔ bbox=[475, 990, 541, 1052]
notice-header bbox=[397, 480, 471, 489]
notice-tag: جنہیات bbox=[72, 75, 90, 83]
article-paragraph: ZB-5330 بنام، Z-1 مقدمہ 20 سال 2025 تاریخ پیشی مقرر bbox=[5, 1416, 67, 1427]
body-text: بعدالت کی طرف سے مشتہر کیا جاتا ہے کہ مقدمہ مندرجہ بالا میں مسئول علیہ کو بذریعہ سمن طلب کیا گیا مگر تعمیل نہ ہو سکی لہٰذا بذریعہ اشتہار اطلاع دی جاتی ہے کہ وہ مورخہ مقررہ پر بوقت دس بجے دن اصالتاً یا وکالتاً حاضر عدالت ہو کر پیروی مقدمہ کرے بصورت دیگر کاروائی یکطرفہ عمل میں لائی جائے گی۔ آج مورخہ کو میرے دستخط اور مہر عدالت سے جاری ہوا۔ bbox=[475, 1546, 541, 1607]
notice-header bbox=[139, 92, 203, 101]
body-text: بعدالت کی طرف سے مشتہر کیا جاتا ہے کہ مقدمہ مندرجہ بالا میں مسئول علیہ کو بذریعہ سمن طلب کیا گیا مگر تعمیل نہ ہو سکی لہٰذا بذریعہ اشتہار اطلاع دی جاتی ہے کہ وہ مورخہ مقررہ پر بوقت دس بجے دن اصالتاً یا وکالتاً حاضر عدالت ہو کر پیروی مقدمہ کرے بصورت دیگر کاروائی یکطرفہ عمل میں لائی جائے گی۔ آج مورخہ کو میرے دستخط اور مہر عدالت سے جاری ہوا۔ bbox=[71, 1328, 136, 1390]
article-paragraph: منصوبے کی تکمیل 2027 تک متوقع ہے، حکام کے مطابق کام تیزی سے جاری ہے۔ bbox=[207, 937, 319, 949]
article-paragraph: (PGECHS) مکان 43 تاریخ پیشی 05-01-2026 bbox=[5, 732, 67, 744]
notice-label: اشتہار bbox=[416, 137, 460, 145]
article-paragraph: مقدمہ کی سماعت مورخہ 21 دسمبر کو مقرر کی گئی ہے۔ bbox=[139, 1254, 203, 1266]
article-paragraph: کھیلوں کے میدان میں قومی ٹیم نے شاندار کارکردگی کا مظاہرہ کیا۔ bbox=[323, 2015, 393, 2027]
notice-number: 26 bbox=[308, 211, 318, 218]
notice-tag: جنہیات bbox=[323, 41, 342, 49]
article-paragraph: مقدمہ نمبر 12 سال 2025 تاریخ پیشی 22 دسمبر 2025 bbox=[5, 1055, 67, 1066]
body-text: بعدالت کی طرف سے مشتہر کیا جاتا ہے کہ مقدمہ مندرجہ بالا میں مسئول علیہ کو بذریعہ سمن طلب کیا گیا مگر تعمیل نہ ہو سکی لہٰذا بذریعہ اشتہار اطلاع دی جاتی ہے کہ وہ مورخہ مقررہ پر بوقت دس بجے دن اصالتاً یا وکالتاً حاضر عدالت ہو کر پیروی مقدمہ کرے بصورت دیگر کاروائی یکطرفہ عمل میں لائی جائے گی۔ آج مورخہ کو میرے دستخط اور مہر عدالت سے جاری ہوا۔ bbox=[207, 845, 319, 884]
article-paragraph: عدالت عالیہ نے درخواست گزار کی اپیل پر سماعت کرتے ہوئے متعلقہ حکام سے جواب طلب کر لیا اور کیس کی مزید سماعت ملتوی کر دی۔ bbox=[397, 1427, 471, 1449]
article-paragraph: میرا شناختی کارڈ نمبر 61306-2416-9 گم ہو گیا ہے، ملنے والا مطلع کرے۔ فون 317 bbox=[5, 1551, 67, 1567]
notice-header bbox=[475, 177, 541, 185]
column-5 bbox=[137, 11, 205, 1660]
article-paragraph: دفعہ 07 MCB-2/192 مقدمہ نمبر 207 سال 3888 رقم 2129 منجانب 4845/3407 تاریخ پیشی 24-12-2025 bbox=[71, 2113, 136, 2135]
article-paragraph: بلدیاتی اداروں کو ہدایت کی گئی ہے کہ صفائی ستھرائی کے انتظامات بہتر بنائے جائیں۔ bbox=[397, 394, 471, 411]
notice-number: 18 bbox=[382, 238, 393, 246]
body-text: بعدالت کی طرف سے مشتہر کیا جاتا ہے کہ مقدمہ مندرجہ بالا میں مسئول علیہ کو بذریعہ سمن طلب کیا گیا مگر تعمیل نہ ہو سکی لہٰذا بذریعہ اشتہار اطلاع دی جاتی ہے کہ وہ مورخہ مقررہ پر بوقت دس بجے دن اصالتاً یا وکالتاً حاضر عدالت ہو کر پیروی مقدمہ کرے بصورت دیگر کاروائی یکطرفہ عمل میں لائی جائے گی۔ آج مورخہ کو میرے دستخط اور مہر عدالت سے جاری ہوا۔ bbox=[71, 1933, 136, 1994]
article-paragraph: پچھلے سال 10 لاکھ 8 ہزار افراد مستفید ہوئے، 13 اضلاع میں 83 ہزار گھرانوں کو امداد فراہم کی گئی۔ 12 ہزار نئے کنکشن، 31 ہزار 8 سو شکایات کا ازالہ، 21 ہزار 4 سو، 933 اور 400 افراد کو روزگار۔ bbox=[71, 1556, 136, 1589]
article-paragraph: Alina بنام وغیرہ، دعویٰ نان و نفقہ 240 ہزار، تاریخ پیشی 22 دسمبر 2025 bbox=[5, 1344, 67, 1361]
masthead bbox=[0, 0, 547, 9]
body-text: بعدالت کی طرف سے مشتہر کیا جاتا ہے کہ مقدمہ مندرجہ بالا میں مسئول علیہ کو بذریعہ سمن طلب کیا گیا مگر تعمیل نہ ہو سکی لہٰذا بذریعہ اشتہار اطلاع دی جاتی ہے کہ وہ مورخہ مقررہ پر بوقت دس بجے دن اصالتاً یا وکالتاً حاضر عدالت ہو کر پیروی مقدمہ کرے بصورت دیگر کاروائی یکطرفہ عمل میں لائی جائے گی۔ آج مورخہ کو میرے دستخط اور مہر عدالت سے جاری ہوا۔ bbox=[207, 1345, 319, 1384]
article-paragraph: کھیلوں کے میدان میں قومی ٹیم نے شاندار کارکردگی کا مظاہرہ کیا۔ bbox=[323, 404, 393, 415]
article-paragraph: مقدمہ نمبر 25 سال 2015 bbox=[88, 2216, 136, 2222]
body-text: بعدالت کی طرف سے مشتہر کیا جاتا ہے کہ مقدمہ مندرجہ بالا میں مسئول علیہ کو بذریعہ سمن طلب کیا گیا مگر تعمیل نہ ہو سکی لہٰذا بذریعہ اشتہار اطلاع دی جاتی ہے کہ وہ مورخہ مقررہ پر بوقت دس بجے دن اصالتاً یا وکالتاً حاضر عدالت ہو کر پیروی مقدمہ کرے بصورت دیگر کاروائی یکطرفہ عمل میں لائی جائے گی۔ آج مورخہ کو میرے دستخط اور مہر عدالت سے جاری ہوا۔ bbox=[323, 1734, 393, 1790]
notice-number: 4 bbox=[530, 267, 540, 275]
notice-number: 23 bbox=[308, 75, 318, 83]
article-paragraph: ضلعی انتظامیہ نے 21 مقامات پر سستے بازار قائم کرنے کا فیصلہ کیا ہے جو 15 دسمبر سے فعال ہوں گے۔ bbox=[397, 2145, 471, 2161]
article-paragraph: مقدمہ کی سماعت مورخہ 21 دسمبر کو مقرر کی گئی ہے۔ bbox=[139, 164, 203, 175]
article-paragraph: بلدیاتی اداروں کو ہدایت کی گئی ہے کہ صفائی ستھرائی کے انتظامات بہتر بنائے جائیں۔ bbox=[397, 2484, 471, 2501]
body-text: بعدالت کی طرف سے مشتہر کیا جاتا ہے کہ مقدمہ مندرجہ بالا میں مسئول علیہ کو بذریعہ سمن طلب کیا گیا مگر تعمیل نہ ہو سکی لہٰذا بذریعہ اشتہار اطلاع دی جاتی ہے کہ وہ مورخہ مقررہ پر بوقت دس بجے دن اصالتاً یا وکالتاً حاضر عدالت ہو کر پیروی مقدمہ کرے بصورت دیگر کاروائی یکطرفہ عمل میں لائی جائے گی۔ آج مورخہ کو میرے دستخط اور مہر عدالت سے جاری ہوا۔ bbox=[71, 1590, 136, 1652]
body-text: بعدالت کی طرف سے مشتہر کیا جاتا ہے کہ مقدمہ مندرجہ بالا میں مسئول علیہ کو بذریعہ سمن طلب کیا گیا مگر تعمیل نہ ہو سکی لہٰذا بذریعہ اشتہار اطلاع دی جاتی ہے کہ وہ مورخہ مقررہ پر بوقت دس بجے دن اصالتاً یا وکالتاً حاضر عدالت ہو کر پیروی مقدمہ کرے بصورت دیگر کاروائی یکطرفہ عمل میں لائی جائے گی۔ آج مورخہ کو میرے دستخط اور مہر عدالت سے جاری ہوا۔ bbox=[397, 2013, 471, 2069]
article-paragraph: اعلیٰ حکام کے مطابق 15 دسمبر سے شروع ہونے والی مہم 70 روز تک جاری رہے گی جس میں تمام اضلاع حصہ لیں گے۔ bbox=[475, 276, 541, 299]
body-text: بعدالت کی طرف سے مشتہر کیا جاتا ہے کہ مقدمہ مندرجہ بالا میں مسئول علیہ کو بذریعہ سمن طلب کیا گیا مگر تعمیل نہ ہو سکی لہٰذا بذریعہ اشتہار اطلاع دی جاتی ہے کہ وہ مورخہ مقررہ پر بوقت دس بجے دن اصالتاً یا وکالتاً حاضر عدالت ہو کر پیروی مقدمہ کرے بصورت دیگر کاروائی یکطرفہ عمل میں لائی جائے گی۔ آج مورخہ کو میرے دستخط اور مہر عدالت سے جاری ہوا۔ bbox=[207, 1240, 319, 1279]
article-paragraph: ZB-5330 بنام، Z-1 مقدمہ 20 سال 2025 تاریخ پیشی مقرر bbox=[5, 1658, 67, 1669]
body-text: بعدالت کی طرف سے مشتہر کیا جاتا ہے کہ مقدمہ مندرجہ بالا میں مسئول علیہ کو بذریعہ سمن طلب کیا گیا مگر تعمیل نہ ہو سکی لہٰذا بذریعہ اشتہار اطلاع دی جاتی ہے کہ وہ مورخہ مقررہ پر بوقت دس بجے دن اصالتاً یا وکالتاً حاضر عدالت ہو کر پیروی مقدمہ کرے بصورت دیگر کاروائی یکطرفہ عمل میں لائی جائے گی۔ آج مورخہ کو میرے دستخط اور مہر عدالت سے جاری ہوا۔ bbox=[207, 293, 319, 332]
column-7 bbox=[3, 11, 69, 1711]
article-paragraph: سیاسی جماعتوں کے رہنماؤں نے مشترکہ اعلامیہ جاری کرتے ہوئے انتخابی اصلاحات کا مطالبہ کیا ہے۔ bbox=[323, 582, 393, 599]
article-paragraph: سپریم کورٹ نے آئینی درخواستوں کی سماعت کے دوران اہم ریمارکس دیے۔ bbox=[207, 1135, 319, 1146]
article-paragraph: یونیورسٹی انتظامیہ نے 250 طلبہ کے لیے وظائف کا اعلان کیا، 12 اضلاع کے طلبہ مستفید ہوں گے۔ 86 فیصد نتائج تسلی بخش رہے۔ bbox=[139, 1168, 203, 1191]
article-paragraph: Qasba / Karyali تحصیل و ضلع، مقدمہ 19 سال 2025 تاریخ 09 bbox=[5, 328, 67, 339]
court-title: بعدالت جناب وسیم حنیف صاحب bbox=[5, 462, 67, 477]
notice-tag: جنہیات bbox=[398, 413, 416, 421]
notice-tag: جنہیات bbox=[323, 108, 342, 116]
notice-label: اشتہار bbox=[342, 305, 382, 313]
article-paragraph: تاریخ پیشی 26.12.2025 bbox=[91, 275, 136, 280]
notice-number: 24 bbox=[308, 97, 318, 105]
notice-number: 2 bbox=[530, 177, 540, 185]
body-text: بعدالت کی طرف سے مشتہر کیا جاتا ہے کہ مقدمہ مندرجہ بالا میں مسئول علیہ کو بذریعہ سمن طلب کیا گیا مگر تعمیل نہ ہو سکی لہٰذا بذریعہ اشتہار اطلاع دی جاتی ہے کہ وہ مورخہ مقررہ پر بوقت دس بجے دن اصالتاً یا وکالتاً حاضر عدالت ہو کر پیروی مقدمہ کرے بصورت دیگر کاروائی یکطرفہ عمل میں لائی جائے گی۔ آج مورخہ کو میرے دستخط اور مہر عدالت سے جاری ہوا۔ bbox=[397, 422, 471, 478]
article-paragraph: ملک کے مختلف شہروں میں شدید سردی کی لہر جاری ہے، محکمہ موسمیات کے مطابق آئندہ ہفتے بارش کا امکان ہے۔ شہریوں کو احتیاطی تدابیر اختیار کرنے کی ہدایت کی گئی ہے۔ bbox=[323, 738, 393, 766]
article-paragraph: پولیس نے کاروائی کرتے ہوئے 350 گرام منشیات برآمد کر کے ملزم کو گرفتار کر لیا، مقدمہ درج کر کے تفتیش شروع کر دی گئی۔ bbox=[323, 1147, 394, 1169]
body-text: بعدالت کی طرف سے مشتہر کیا جاتا ہے کہ مقدمہ مندرجہ بالا میں مسئول علیہ کو بذریعہ سمن طلب کیا گیا مگر تعمیل نہ ہو سکی لہٰذا بذریعہ اشتہار اطلاع دی جاتی ہے کہ وہ مورخہ مقررہ پر بوقت دس بجے دن اصالتاً یا وکالتاً حاضر عدالت ہو کر پیروی مقدمہ کرے بصورت دیگر کاروائی یکطرفہ عمل میں لائی جائے گی۔ آج مورخہ کو میرے دستخط اور مہر عدالت سے جاری ہوا۔ bbox=[475, 1700, 541, 1762]
notice-tag: جنہیات bbox=[72, 30, 90, 38]
notice-tag: جنہیات bbox=[323, 209, 342, 217]
article-paragraph: میرا شناختی کارڈ نمبر 603674889-8 گم ہو گیا ہے۔ 317 bbox=[5, 1085, 67, 1101]
body-text: بعدالت کی طرف سے مشتہر کیا جاتا ہے کہ مقدمہ مندرجہ بالا میں مسئول علیہ کو بذریعہ سمن طلب کیا گیا مگر تعمیل نہ ہو سکی لہٰذا بذریعہ اشتہار اطلاع دی جاتی ہے کہ وہ مورخہ مقررہ پر بوقت دس بجے دن اصالتاً یا وکالتاً حاضر عدالت ہو کر پیروی مقدمہ کرے بصورت دیگر کاروائی یکطرفہ عمل میں لائی جائے گی۔ آج مورخہ کو میرے دستخط اور مہر عدالت سے جاری ہوا۔ bbox=[475, 619, 541, 680]
article-paragraph: صوبائی کابینہ کے اجلاس میں 56 نکاتی ایجنڈے کی منظوری دی گئی۔ bbox=[323, 1302, 393, 1313]
article-paragraph: میری گاڑی رجسٹریشن نمبر KH-3022 ماڈل 2000، چیسز SL-4817066 انجن 0017509-LN167 کے کاغذات گم ہو گئے ہیں۔ رابطہ 08001123 bbox=[5, 1604, 68, 1632]
court-notice-header bbox=[71, 190, 136, 212]
article-paragraph: مقدمہ نمبر 1890 تاریخ 08-01-2026 bbox=[5, 1688, 67, 1699]
court-subtitle: صاحب سول جج راولپنڈی bbox=[7, 285, 65, 292]
article-paragraph: کے دوران کہا گیا کہ حکومت عوام کو ریلیف فراہم کرنے کے لیے ہر ممکن اقدامات کر رہی ہے۔ وفاقی وزیر نے کہا کہ بیرونی سرمایہ کاری میں اضافہ ہوا ہے اور معیشت استحکام کی جانب گامزن ہے۔ bbox=[397, 1335, 471, 1368]
article-paragraph: Faridi بنام ZA-1550 مقدمہ نمبر 20 سال 2025 تاریخ 09 bbox=[5, 293, 67, 304]
article-paragraph: تاریخ پیشی 26.12.2025 bbox=[91, 1734, 136, 1739]
body-text: بعدالت کی طرف سے مشتہر کیا جاتا ہے کہ مقدمہ مندرجہ بالا میں مسئول علیہ کو بذریعہ سمن طلب کیا گیا مگر تعمیل نہ ہو سکی لہٰذا بذریعہ اشتہار اطلاع دی جاتی ہے کہ وہ مورخہ مقررہ پر بوقت دس بجے دن اصالتاً یا وکالتاً حاضر عدالت ہو کر پیروی مقدمہ کرے بصورت دیگر کاروائی یکطرفہ عمل میں لائی جائے گی۔ آج مورخہ کو میرے دستخط اور مہر عدالت سے جاری ہوا۔ bbox=[207, 990, 319, 1029]
notice-tag: جنہیات bbox=[323, 328, 342, 335]
article-paragraph: مقدمہ کی سماعت مورخہ 21 دسمبر کو مقرر کی گئی ہے۔ bbox=[139, 984, 203, 995]
article-paragraph: سپرنٹنڈنٹ پولیس کی جانب سے جاری کردہ بیان میں کہا گیا کہ ضلع بھر میں امن و امان کی صورتحال تسلی بخش ہے اور 26 مقامات پر ناکے لگائے گئے ہیں۔ bbox=[475, 1494, 542, 1522]
article-paragraph: شہر میں ٹریفک کے مسائل کے حل کے لیے نیا منصوبہ تیار کیا گیا ہے۔ bbox=[207, 1530, 319, 1541]
article-paragraph: Qasba / Karyali تحصیل و ضلع، مقدمہ 19 سال 2025 تاریخ 09 bbox=[5, 678, 67, 689]
article-paragraph: مقدمہ نمبر 25 سال 2015 bbox=[88, 1531, 136, 1537]
court-subtitle: صاحب تحصیلدار کلر سیداں bbox=[72, 435, 135, 441]
article-paragraph: میری گاڑی رجسٹریشن نمبر KH-3022 ماڈل 2000، چیسز SL-4817066 انجن 0017509-LN167 کے کاغذات گم ہو گئے ہیں۔ رابطہ 08001123 bbox=[5, 1362, 68, 1390]
notice-number: 9 bbox=[460, 413, 470, 421]
body-text: بعدالت کی طرف سے مشتہر کیا جاتا ہے کہ مقدمہ مندرجہ بالا میں مسئول علیہ کو بذریعہ سمن طلب کیا گیا مگر تعمیل نہ ہو سکی لہٰذا بذریعہ اشتہار اطلاع دی جاتی ہے کہ وہ مورخہ مقررہ پر بوقت دس بجے دن اصالتاً یا وکالتاً حاضر عدالت ہو کر پیروی مقدمہ کرے بصورت دیگر کاروائی یکطرفہ عمل میں لائی جائے گی۔ آج مورخہ کو میرے دستخط اور مہر عدالت سے جاری ہوا۔ bbox=[397, 327, 471, 383]
article-paragraph: مقدمہ نمبر 340 سال 2025 مورخہ 18 دسمبر، آئندہ تاریخ پیشی 15.01.2026 مقرر ہے۔ bbox=[71, 1996, 136, 2012]
body-text: بعدالت کی طرف سے مشتہر کیا جاتا ہے کہ مقدمہ مندرجہ بالا میں مسئول علیہ کو بذریعہ سمن طلب کیا گیا مگر تعمیل نہ ہو سکی لہٰذا بذریعہ اشتہار اطلاع دی جاتی ہے کہ وہ مورخہ مقررہ پر بوقت دس بجے دن اصالتاً یا وکالتاً حاضر عدالت ہو کر پیروی مقدمہ کرے بصورت دیگر کاروائی یکطرفہ عمل میں لائی جائے گی۔ آج مورخہ کو میرے دستخط اور مہر عدالت سے جاری ہوا۔ bbox=[207, 450, 319, 489]
notice-number: 8 bbox=[460, 385, 470, 393]
body-text: بعدالت کی طرف سے مشتہر کیا جاتا ہے کہ مقدمہ مندرجہ بالا میں مسئول علیہ کو بذریعہ سمن طلب کیا گیا مگر تعمیل نہ ہو سکی لہٰذا بذریعہ اشتہار اطلاع دی جاتی ہے کہ وہ مورخہ مقررہ پر بوقت دس بجے دن اصالتاً یا وکالتاً حاضر عدالت ہو کر پیروی مقدمہ کرے بصورت دیگر کاروائی یکطرفہ عمل میں لائی جائے گی۔ آج مورخہ کو میرے دستخط اور مہر عدالت سے جاری ہوا۔ bbox=[397, 2088, 471, 2144]
body-text: بعدالت کی طرف سے مشتہر کیا جاتا ہے کہ مقدمہ مندرجہ بالا میں مسئول علیہ کو بذریعہ سمن طلب کیا گیا مگر تعمیل نہ ہو سکی لہٰذا بذریعہ اشتہار اطلاع دی جاتی ہے کہ وہ مورخہ مقررہ پر بوقت دس بجے دن اصالتاً یا وکالتاً حاضر عدالت ہو کر پیروی مقدمہ کرے بصورت دیگر کاروائی یکطرفہ عمل میں لائی جائے گی۔ آج مورخہ کو میرے دستخط اور مہر عدالت سے جاری ہوا۔ bbox=[139, 177, 203, 238]
notice-tag: جنہیات bbox=[208, 211, 226, 218]
body-text: بعدالت کی طرف سے مشتہر کیا جاتا ہے کہ مقدمہ مندرجہ بالا میں مسئول علیہ کو بذریعہ سمن طلب کیا گیا مگر تعمیل نہ ہو سکی لہٰذا بذریعہ اشتہار اطلاع دی جاتی ہے کہ وہ مورخہ مقررہ پر بوقت دس بجے دن اصالتاً یا وکالتاً حاضر عدالت ہو کر پیروی مقدمہ کرے بصورت دیگر کاروائی یکطرفہ عمل میں لائی جائے گی۔ آج مورخہ کو میرے دستخط اور مہر عدالت سے جاری ہوا۔ bbox=[207, 1397, 319, 1436]
article-paragraph: مقدمہ نمبر 12 سال 2025 تاریخ پیشی 22 دسمبر 2025 bbox=[5, 1538, 67, 1549]
article-paragraph: ملک کے مختلف شہروں میں شدید سردی کی لہر جاری ہے، محکمہ موسمیات کے مطابق آئندہ ہفتے بارش کا امکان ہے۔ شہریوں کو احتیاطی تدابیر اختیار کرنے کی ہدایت کی گئی ہے۔ bbox=[323, 11, 393, 38]
notice-label: اشتہار bbox=[494, 301, 530, 309]
article-paragraph: مقدمہ نمبر 12 سال 2025 تاریخ پیشی 22 دسمبر 2025 bbox=[5, 571, 67, 582]
article-paragraph: یونیورسٹی انتظامیہ نے 250 طلبہ کے لیے وظائف کا اعلان کیا، 12 اضلاع کے طلبہ مستفید ہوں گے۔ 86 فیصد نتائج تسلی بخش رہے۔ bbox=[139, 899, 203, 920]
article-paragraph: منصوبے کی تکمیل 2027 تک متوقع ہے، حکام کے مطابق کام تیزی سے جاری ہے۔ bbox=[207, 1437, 319, 1448]
body-text: بعدالت کی طرف سے مشتہر کیا جاتا ہے کہ مقدمہ مندرجہ بالا میں مسئول علیہ کو بذریعہ سمن طلب کیا گیا مگر تعمیل نہ ہو سکی لہٰذا بذریعہ اشتہار اطلاع دی جاتی ہے کہ وہ مورخہ مقررہ پر بوقت دس بجے دن اصالتاً یا وکالتاً حاضر عدالت ہو کر پیروی مقدمہ کرے بصورت دیگر کاروائی یکطرفہ عمل میں لائی جائے گی۔ آج مورخہ کو میرے دستخط اور مہر عدالت سے جاری ہوا۔ bbox=[207, 491, 319, 529]
article-paragraph: کھیلوں کے میدان میں قومی ٹیم نے شاندار کارکردگی کا مظاہرہ کیا۔ bbox=[323, 726, 393, 737]
article-paragraph: Alina بنام وغیرہ، دعویٰ نان و نفقہ 240 ہزار، تاریخ پیشی 22 دسمبر 2025 bbox=[5, 214, 67, 231]
article-paragraph: مقدمہ نمبر 340 سال 2025 مورخہ 18 دسمبر، آئندہ تاریخ پیشی 15.01.2026 مقرر ہے۔ bbox=[71, 171, 136, 187]
body-text: بعدالت کی طرف سے مشتہر کیا جاتا ہے کہ مقدمہ مندرجہ بالا میں مسئول علیہ کو بذریعہ سمن طلب کیا گیا مگر تعمیل نہ ہو سکی لہٰذا بذریعہ اشتہار اطلاع دی جاتی ہے کہ وہ مورخہ مقررہ پر بوقت دس بجے دن اصالتاً یا وکالتاً حاضر عدالت ہو کر پیروی مقدمہ کرے بصورت دیگر کاروائی یکطرفہ عمل میں لائی جائے گی۔ آج مورخہ کو میرے دستخط اور مہر عدالت سے جاری ہوا۔ bbox=[397, 847, 471, 902]
body-text: بعدالت کی طرف سے مشتہر کیا جاتا ہے کہ مقدمہ مندرجہ بالا میں مسئول علیہ کو بذریعہ سمن طلب کیا گیا مگر تعمیل نہ ہو سکی لہٰذا بذریعہ اشتہار اطلاع دی جاتی ہے کہ وہ مورخہ مقررہ پر بوقت دس بجے دن اصالتاً یا وکالتاً حاضر عدالت ہو کر پیروی مقدمہ کرے بصورت دیگر کاروائی یکطرفہ عمل میں لائی جائے گی۔ آج مورخہ کو میرے دستخط اور مہر عدالت سے جاری ہوا۔ bbox=[139, 102, 203, 163]
notice-label: اشتہار bbox=[226, 148, 308, 156]
body-text: بعدالت کی طرف سے مشتہر کیا جاتا ہے کہ مقدمہ مندرجہ بالا میں مسئول علیہ کو بذریعہ سمن طلب کیا گیا مگر تعمیل نہ ہو سکی لہٰذا بذریعہ اشتہار اطلاع دی جاتی ہے کہ وہ مورخہ مقررہ پر بوقت دس بجے دن اصالتاً یا وکالتاً حاضر عدالت ہو کر پیروی مقدمہ کرے بصورت دیگر کاروائی یکطرفہ عمل میں لائی جائے گی۔ آج مورخہ کو میرے دستخط اور مہر عدالت سے جاری ہوا۔ bbox=[323, 600, 393, 656]
body-text: بعدالت کی طرف سے مشتہر کیا جاتا ہے کہ مقدمہ مندرجہ بالا میں مسئول علیہ کو بذریعہ سمن طلب کیا گیا مگر تعمیل نہ ہو سکی لہٰذا بذریعہ اشتہار اطلاع دی جاتی ہے کہ وہ مورخہ مقررہ پر بوقت دس بجے دن اصالتاً یا وکالتاً حاضر عدالت ہو کر پیروی مقدمہ کرے بصورت دیگر کاروائی یکطرفہ عمل میں لائی جائے گی۔ آج مورخہ کو میرے دستخط اور مہر عدالت سے جاری ہوا۔ bbox=[71, 644, 136, 705]
body-text: بعدالت کی طرف سے مشتہر کیا جاتا ہے کہ مقدمہ مندرجہ بالا میں مسئول علیہ کو بذریعہ سمن طلب کیا گیا مگر تعمیل نہ ہو سکی لہٰذا بذریعہ اشتہار اطلاع دی جاتی ہے کہ وہ مورخہ مقررہ پر بوقت دس بجے دن اصالتاً یا وکالتاً حاضر عدالت ہو کر پیروی مقدمہ کرے بصورت دیگر کاروائی یکطرفہ عمل میں لائی جائے گی۔ آج مورخہ کو میرے دستخط اور مہر عدالت سے جاری ہوا۔ bbox=[71, 1671, 136, 1732]
article-paragraph: مزید برآں سال 2022 میں کیے گئے معاہدے کے تحت متعلقہ فریقین کو پابند کیا گیا تھا کہ وہ اپنی ذمہ داریاں پوری کریں، اور اس ضمن میں کمیشن کی رپورٹ بھی طلب کی گئی۔ bbox=[475, 435, 541, 463]
notice-label: اشتہار bbox=[159, 92, 193, 100]
notice-header bbox=[207, 283, 319, 292]
court-title: بعدالت جناب فرحت عباس bbox=[5, 270, 67, 284]
article-paragraph: مقدمہ دائر کردہ 23-12-2025 تاریخ پیشی مقرر ہے۔ bbox=[71, 1415, 136, 1427]
court-notice-header bbox=[5, 13, 67, 53]
article-paragraph: سپرنٹنڈنٹ پولیس کی جانب سے جاری کردہ بیان میں کہا گیا کہ ضلع بھر میں امن و امان کی صورتحال تسلی بخش ہے اور 26 مقامات پر ناکے لگائے گئے ہیں۔ bbox=[475, 1803, 542, 1831]
notice-heading: گمشدگی کاغذات bbox=[16, 233, 56, 239]
court-title: بعدالت جناب غلام الحسنین bbox=[5, 185, 67, 200]
notice-header bbox=[207, 261, 319, 270]
notice-tag: جنہیات bbox=[475, 267, 494, 275]
article-paragraph: میرا پاسپورٹ نمبر HJ1825451 گم ہو گیا ہے، ملنے کی صورت میں مطلع کریں۔ bbox=[71, 713, 136, 730]
body-text: بعدالت کی طرف سے مشتہر کیا جاتا ہے کہ مقدمہ مندرجہ بالا میں مسئول علیہ کو بذریعہ سمن طلب کیا گیا مگر تعمیل نہ ہو سکی لہٰذا بذریعہ اشتہار اطلاع دی جاتی ہے کہ وہ مورخہ مقررہ پر بوقت دس بجے دن اصالتاً یا وکالتاً حاضر عدالت ہو کر پیروی مقدمہ کرے بصورت دیگر کاروائی یکطرفہ عمل میں لائی جائے گی۔ آج مورخہ کو میرے دستخط اور مہر عدالت سے جاری ہوا۔ bbox=[207, 1200, 319, 1239]
article-paragraph: وفاقی حکومت نے دسمبر 2025 کے لیے نئی پالیسی کا اعلان کر دیا، جس کے تحت 2026 سے نئے قواعد نافذ ہوں گے۔ bbox=[207, 333, 319, 344]
article-paragraph: تعلیمی اداروں میں موسم سرما کی تعطیلات کا اعلان کر دیا گیا ہے، 21 دسمبر سے 15 جنوری تک ادارے بند رہیں گے۔ bbox=[397, 1921, 471, 1937]
article-paragraph: ORIC کے زیر اہتمام سیمینار منعقد ہوا جس میں ماہرین نے تحقیق کی اہمیت پر روشنی ڈالی۔ bbox=[139, 11, 203, 27]
body-text: بعدالت کی طرف سے مشتہر کیا جاتا ہے کہ مقدمہ مندرجہ بالا میں مسئول علیہ کو بذریعہ سمن طلب کیا گیا مگر تعمیل نہ ہو سکی لہٰذا بذریعہ اشتہار اطلاع دی جاتی ہے کہ وہ مورخہ مقررہ پر بوقت دس بجے دن اصالتاً یا وکالتاً حاضر عدالت ہو کر پیروی مقدمہ کرے بصورت دیگر کاروائی یکطرفہ عمل میں لائی جائے گی۔ آج مورخہ کو میرے دستخط اور مہر عدالت سے جاری ہوا۔ bbox=[71, 564, 136, 625]
article-paragraph: CM پنجاب کی ہدایت پر صوبہ بھر میں ترقیاتی منصوبوں کی نگرانی کے لیے خصوصی کمیٹیاں تشکیل دی گئی ہیں۔ سال 2019 سے زیر التوا منصوبوں کی تکمیل کے لیے 22 ارب روپے مختص کیے گئے ہیں اور KPI کی بنیاد پر کارکردگی جانچی جائے گی۔ bbox=[475, 1454, 542, 1493]
notice-number: 33 bbox=[125, 75, 135, 83]
article-paragraph: مقدمہ نمبر 1890 تاریخ 08-01-2026 bbox=[5, 1446, 67, 1457]
article-paragraph: مقدمہ نمبر 25 سال 2015 bbox=[88, 1874, 136, 1879]
court-title: بعدالت جناب ملک عمران صاحب bbox=[5, 378, 67, 393]
body-text: بعدالت کی طرف سے مشتہر کیا جاتا ہے کہ مقدمہ مندرجہ بالا میں مسئول علیہ کو بذریعہ سمن طلب کیا گیا مگر تعمیل نہ ہو سکی لہٰذا بذریعہ اشتہار اطلاع دی جاتی ہے کہ وہ مورخہ مقررہ پر بوقت دس بجے دن اصالتاً یا وکالتاً حاضر عدالت ہو کر پیروی مقدمہ کرے بصورت دیگر کاروائی یکطرفہ عمل میں لائی جائے گی۔ آج مورخہ کو میرے دستخط اور مہر عدالت سے جاری ہوا۔ bbox=[207, 950, 319, 989]
body-text: بعدالت کی طرف سے مشتہر کیا جاتا ہے کہ مقدمہ مندرجہ بالا میں مسئول علیہ کو بذریعہ سمن طلب کیا گیا مگر تعمیل نہ ہو سکی لہٰذا بذریعہ اشتہار اطلاع دی جاتی ہے کہ وہ مورخہ مقررہ پر بوقت دس بجے دن اصالتاً یا وکالتاً حاضر عدالت ہو کر پیروی مقدمہ کرے بصورت دیگر کاروائی یکطرفہ عمل میں لائی جائے گی۔ آج مورخہ کو میرے دستخط اور مہر عدالت سے جاری ہوا۔ bbox=[475, 114, 541, 175]
article-paragraph: ORIC کے زیر اہتمام سیمینار منعقد ہوا جس میں ماہرین نے تحقیق کی اہمیت پر روشنی ڈالی۔ bbox=[139, 1122, 203, 1138]
notice-tag: جنہیات bbox=[208, 97, 226, 105]
